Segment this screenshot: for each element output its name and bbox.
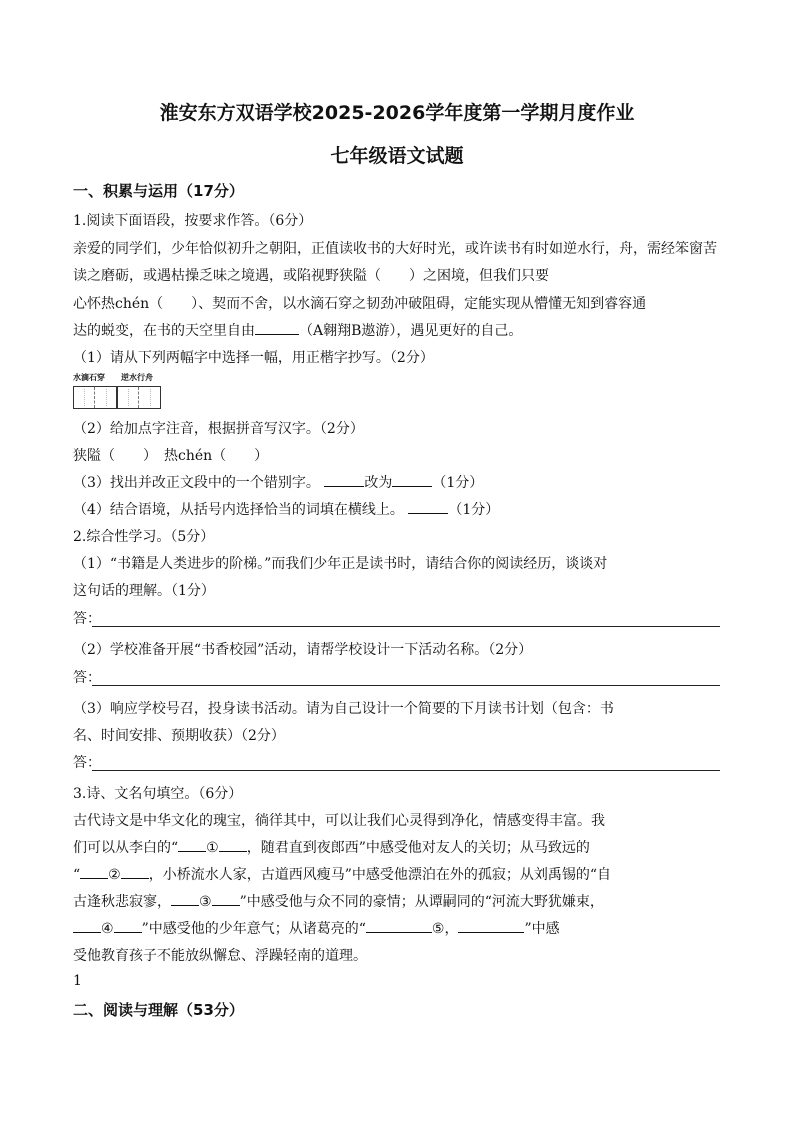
subquestion-2-2: （2）学校准备开展“书香校园”活动，请帮学校设计一下活动名称。（2分） xyxy=(73,642,533,658)
calligraphy-label-right: 逆水行舟 xyxy=(121,372,153,382)
answer-label: 答： xyxy=(73,670,101,686)
poetry-line-6: 受他教育孩子不能放纵懈怠、浮躁轻南的道理。 xyxy=(73,948,367,964)
poetry-line-3: “ ② ，小桥流水人家，古道西风瘦马”中感受他漂泊在外的孤寂；从刘禹锡的“自 xyxy=(73,864,611,884)
poetry-line-5: ④ ”中感受他的少年意气；从诸葛亮的“ ⑤， ”中感 xyxy=(73,918,560,938)
question-3-prompt: 3.诗、文名句填空。（6分） xyxy=(73,786,243,802)
poetry-line-1: 古代诗文是中华文化的瑰宝，徜徉其中，可以让我们心灵得到净化，情感变得丰富。我 xyxy=(73,813,605,829)
subquestion-2-1-line-1: （1）“书籍是人类进步的阶梯。”而我们少年正是读书时，请结合你的阅读经历，谈谈对 xyxy=(73,556,608,572)
blank-line xyxy=(121,864,149,879)
blank-line xyxy=(73,918,101,933)
answer-line[interactable] xyxy=(92,685,720,686)
document-title: 淮安东方双语学校2025-2026学年度第一学期月度作业 xyxy=(159,102,635,124)
passage-line-4-end: （A翱翔B遨游），遇见更好的自己。 xyxy=(299,323,523,339)
document-subtitle: 七年级语文试题 xyxy=(330,145,464,167)
blank-line xyxy=(80,864,108,879)
subquestion-1-3: （3）找出并改正文段中的一个错别字。 改为 （1分） xyxy=(73,472,483,492)
answer-line[interactable] xyxy=(92,626,720,627)
blank-line xyxy=(392,472,432,487)
blank-line xyxy=(178,837,206,852)
passage-line-1: 亲爱的同学们，少年恰似初升之朝阳，正值读收书的大好时光，或许读书有时如逆水行，舟，需经笨窗苦 xyxy=(73,241,717,257)
answer-label: 答： xyxy=(73,755,101,771)
question-2-prompt: 2.综合性学习。（5分） xyxy=(73,529,215,545)
calligraphy-label-left: 水滴石穿 xyxy=(73,372,105,382)
section-heading-2: 二、阅读与理解（53分） xyxy=(73,1001,244,1019)
subquestion-1-1: （1）请从下列两幅字中选择一幅，用正楷字抄写。（2分） xyxy=(73,350,434,366)
calligraphy-grid-right xyxy=(117,386,161,409)
answer-line[interactable] xyxy=(92,770,720,771)
passage-line-2: 读之磨砺，或遇枯操乏味之境遇，或陷视野狭隘（ ）之困境，但我们只要 xyxy=(73,268,549,284)
calligraphy-grid-left xyxy=(73,386,117,409)
subquestion-2-3-line-1: （3）响应学校号召，投身读书活动。请为自己设计一个简要的下月读书计划（包含：书 xyxy=(73,701,614,717)
subquestion-2-3-line-2: 名、时间安排、预期收获）（2分） xyxy=(73,728,285,744)
blank-line xyxy=(219,837,247,852)
passage-line-4 xyxy=(73,320,522,340)
subquestion-2-1-line-2: 这句话的理解。（1分） xyxy=(73,583,215,599)
page-number: 1 xyxy=(73,973,82,989)
passage-line-4-start: 达的蜕变，在书的天空里自由 xyxy=(73,323,255,339)
blank-line xyxy=(366,918,432,933)
blank-line xyxy=(458,918,524,933)
section-heading-1: 一、积累与运用（17分） xyxy=(73,182,244,200)
blank-line xyxy=(324,472,364,487)
question-1-prompt: 1.阅读下面语段，按要求作答。（6分） xyxy=(73,213,313,229)
poetry-line-2: 们可以从李白的“ ① ，随君直到夜郎西”中感受他对友人的关切；从马致远的 xyxy=(73,837,590,857)
subquestion-1-2-items: 狭隘（ ） 热chén（ ） xyxy=(73,448,269,464)
subquestion-1-4: （4）结合语境，从括号内选择恰当的词填在横线上。 （1分） xyxy=(73,499,499,519)
blank-line xyxy=(408,499,448,514)
subquestion-1-2: （2）给加点字注音，根据拼音写汉字。（2分） xyxy=(73,421,364,437)
poetry-line-4: 古逢秋悲寂寥， ③ ”中感受他与众不同的豪情；从谭嗣同的“河流大野犹嫌束， xyxy=(73,891,604,911)
answer-label: 答： xyxy=(73,611,101,627)
blank-line xyxy=(255,320,299,335)
calligraphy-samples xyxy=(73,372,163,410)
blank-line xyxy=(212,891,240,906)
blank-line xyxy=(114,918,142,933)
passage-line-3: 心怀热chén（ ）、契而不舍，以水滴石穿之韧劲冲破阻碍，定能实现从懵懂无知到睿容通 xyxy=(73,296,647,312)
blank-line xyxy=(171,891,199,906)
